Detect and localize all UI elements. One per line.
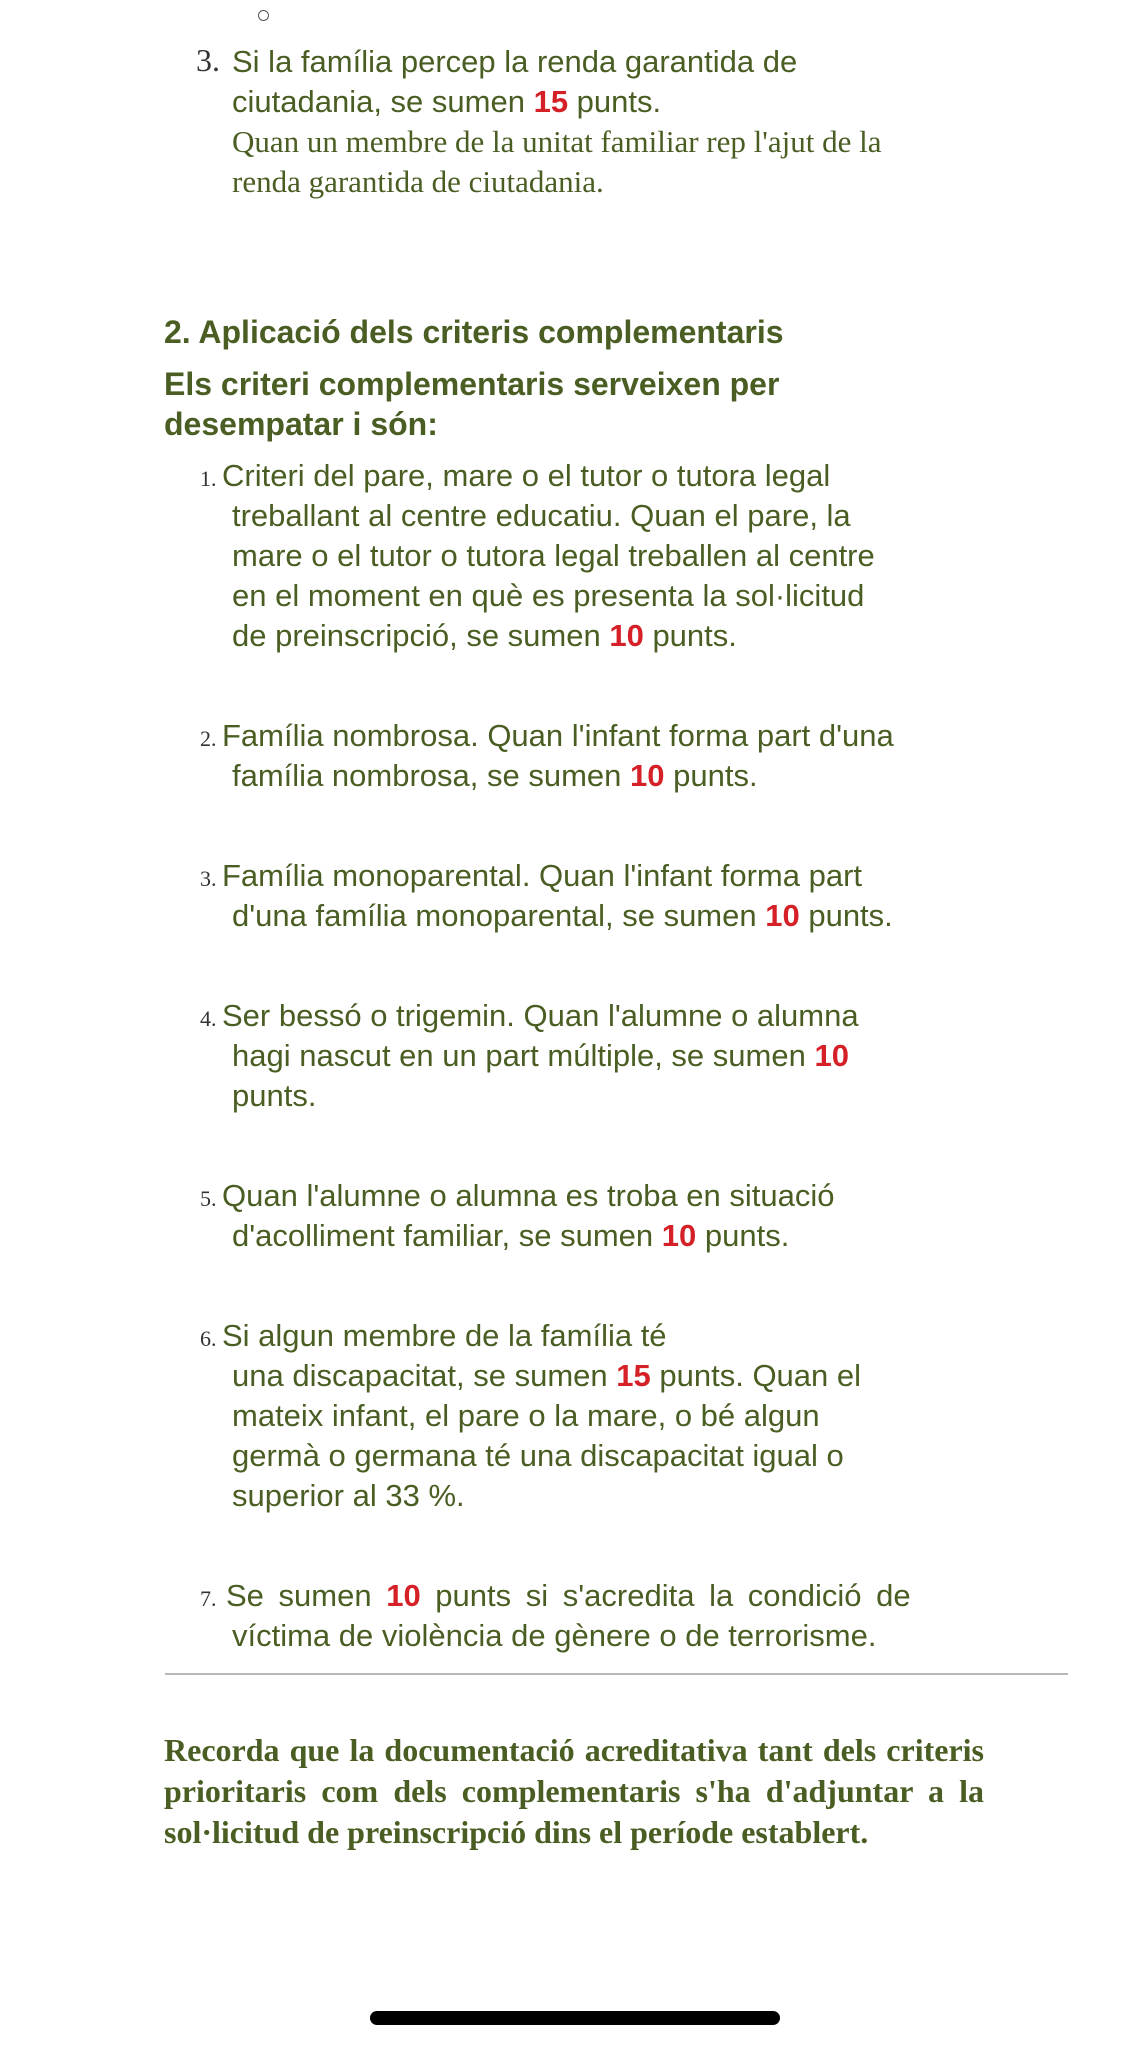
points-highlight: 15 — [533, 84, 569, 119]
criterion-line: mare o el tutor o tutora legal treballen al centre — [232, 538, 875, 573]
item-description: Quan un membre de la unitat familiar rep l'ajut de la — [232, 124, 882, 159]
item-number: 3. — [196, 42, 220, 78]
criterion-number: 4. — [200, 1006, 217, 1031]
item-description: renda garantida de ciutadania. — [232, 164, 604, 199]
criterion-number: 3. — [200, 866, 217, 891]
list-bullet-icon — [258, 10, 269, 21]
criterion-line: d'acolliment familiar, se sumen 10 punts. — [232, 1218, 790, 1253]
criterion-line: germà o germana té una discapacitat igual o — [232, 1438, 844, 1473]
criterion-line: en el moment en què es presenta la sol·licitud — [232, 578, 865, 613]
reminder-note: Recorda que la documentació acreditativa tant dels criteris prioritaris com dels complementaris s'ha d'adjuntar a la sol·licitud de preinscripció dins el període establert. — [164, 1732, 984, 1850]
points-highlight: 10 — [814, 1038, 849, 1073]
criterion-number: 5. — [200, 1186, 217, 1211]
criterion-line: Família nombrosa. Quan l'infant forma part d'una — [222, 718, 894, 753]
criterion-line: Ser bessó o trigemin. Quan l'alumne o alumna — [222, 998, 859, 1033]
criterion-number: 1. — [200, 466, 217, 491]
criterion-line: superior al 33 %. — [232, 1478, 465, 1513]
points-highlight: 10 — [630, 758, 665, 793]
criterion-line: família nombrosa, se sumen 10 punts. — [232, 758, 758, 793]
points-highlight: 15 — [616, 1358, 651, 1393]
criterion-line: una discapacitat, se sumen 15 punts. Quan el — [232, 1358, 862, 1393]
criterion-line: Se sumen 10 punts si s'acredita la condició de — [226, 1578, 911, 1613]
criterion-line: d'una família monoparental, se sumen 10 punts. — [232, 898, 893, 933]
section-title: 2. Aplicació dels criteris complementaris — [164, 314, 784, 350]
criterion-line: de preinscripció, se sumen 10 punts. — [232, 618, 737, 653]
item-line: ciutadania, se sumen 15 punts. — [232, 84, 662, 119]
section-intro: Els criteri complementaris serveixen per desempatar i són: — [164, 366, 780, 442]
divider — [165, 1673, 1068, 1675]
item-line: Si la família percep la renda garantida de — [232, 44, 798, 79]
criterion-number: 2. — [200, 726, 217, 751]
criterion-line: treballant al centre educatiu. Quan el pare, la — [232, 498, 851, 533]
criterion-line: Criteri del pare, mare o el tutor o tutora legal — [222, 458, 831, 493]
criterion-line: víctima de violència de gènere o de terrorisme. — [232, 1618, 877, 1653]
criterion-number: 6. — [200, 1326, 217, 1351]
criterion-line: hagi nascut en un part múltiple, se sumen 10 — [232, 1038, 849, 1073]
points-highlight: 10 — [386, 1578, 421, 1613]
criterion-number: 7. — [200, 1586, 217, 1611]
criterion-line: Família monoparental. Quan l'infant forma part — [222, 858, 863, 893]
criterion-line: Quan l'alumne o alumna es troba en situació — [222, 1178, 835, 1213]
criterion-line: Si algun membre de la família té — [222, 1318, 667, 1353]
points-highlight: 10 — [661, 1218, 697, 1253]
criterion-line: punts. — [232, 1078, 317, 1113]
criterion-line: mateix infant, el pare o la mare, o bé algun — [232, 1398, 820, 1433]
points-highlight: 10 — [609, 618, 644, 653]
home-indicator[interactable] — [370, 2011, 780, 2025]
points-highlight: 10 — [765, 898, 800, 933]
